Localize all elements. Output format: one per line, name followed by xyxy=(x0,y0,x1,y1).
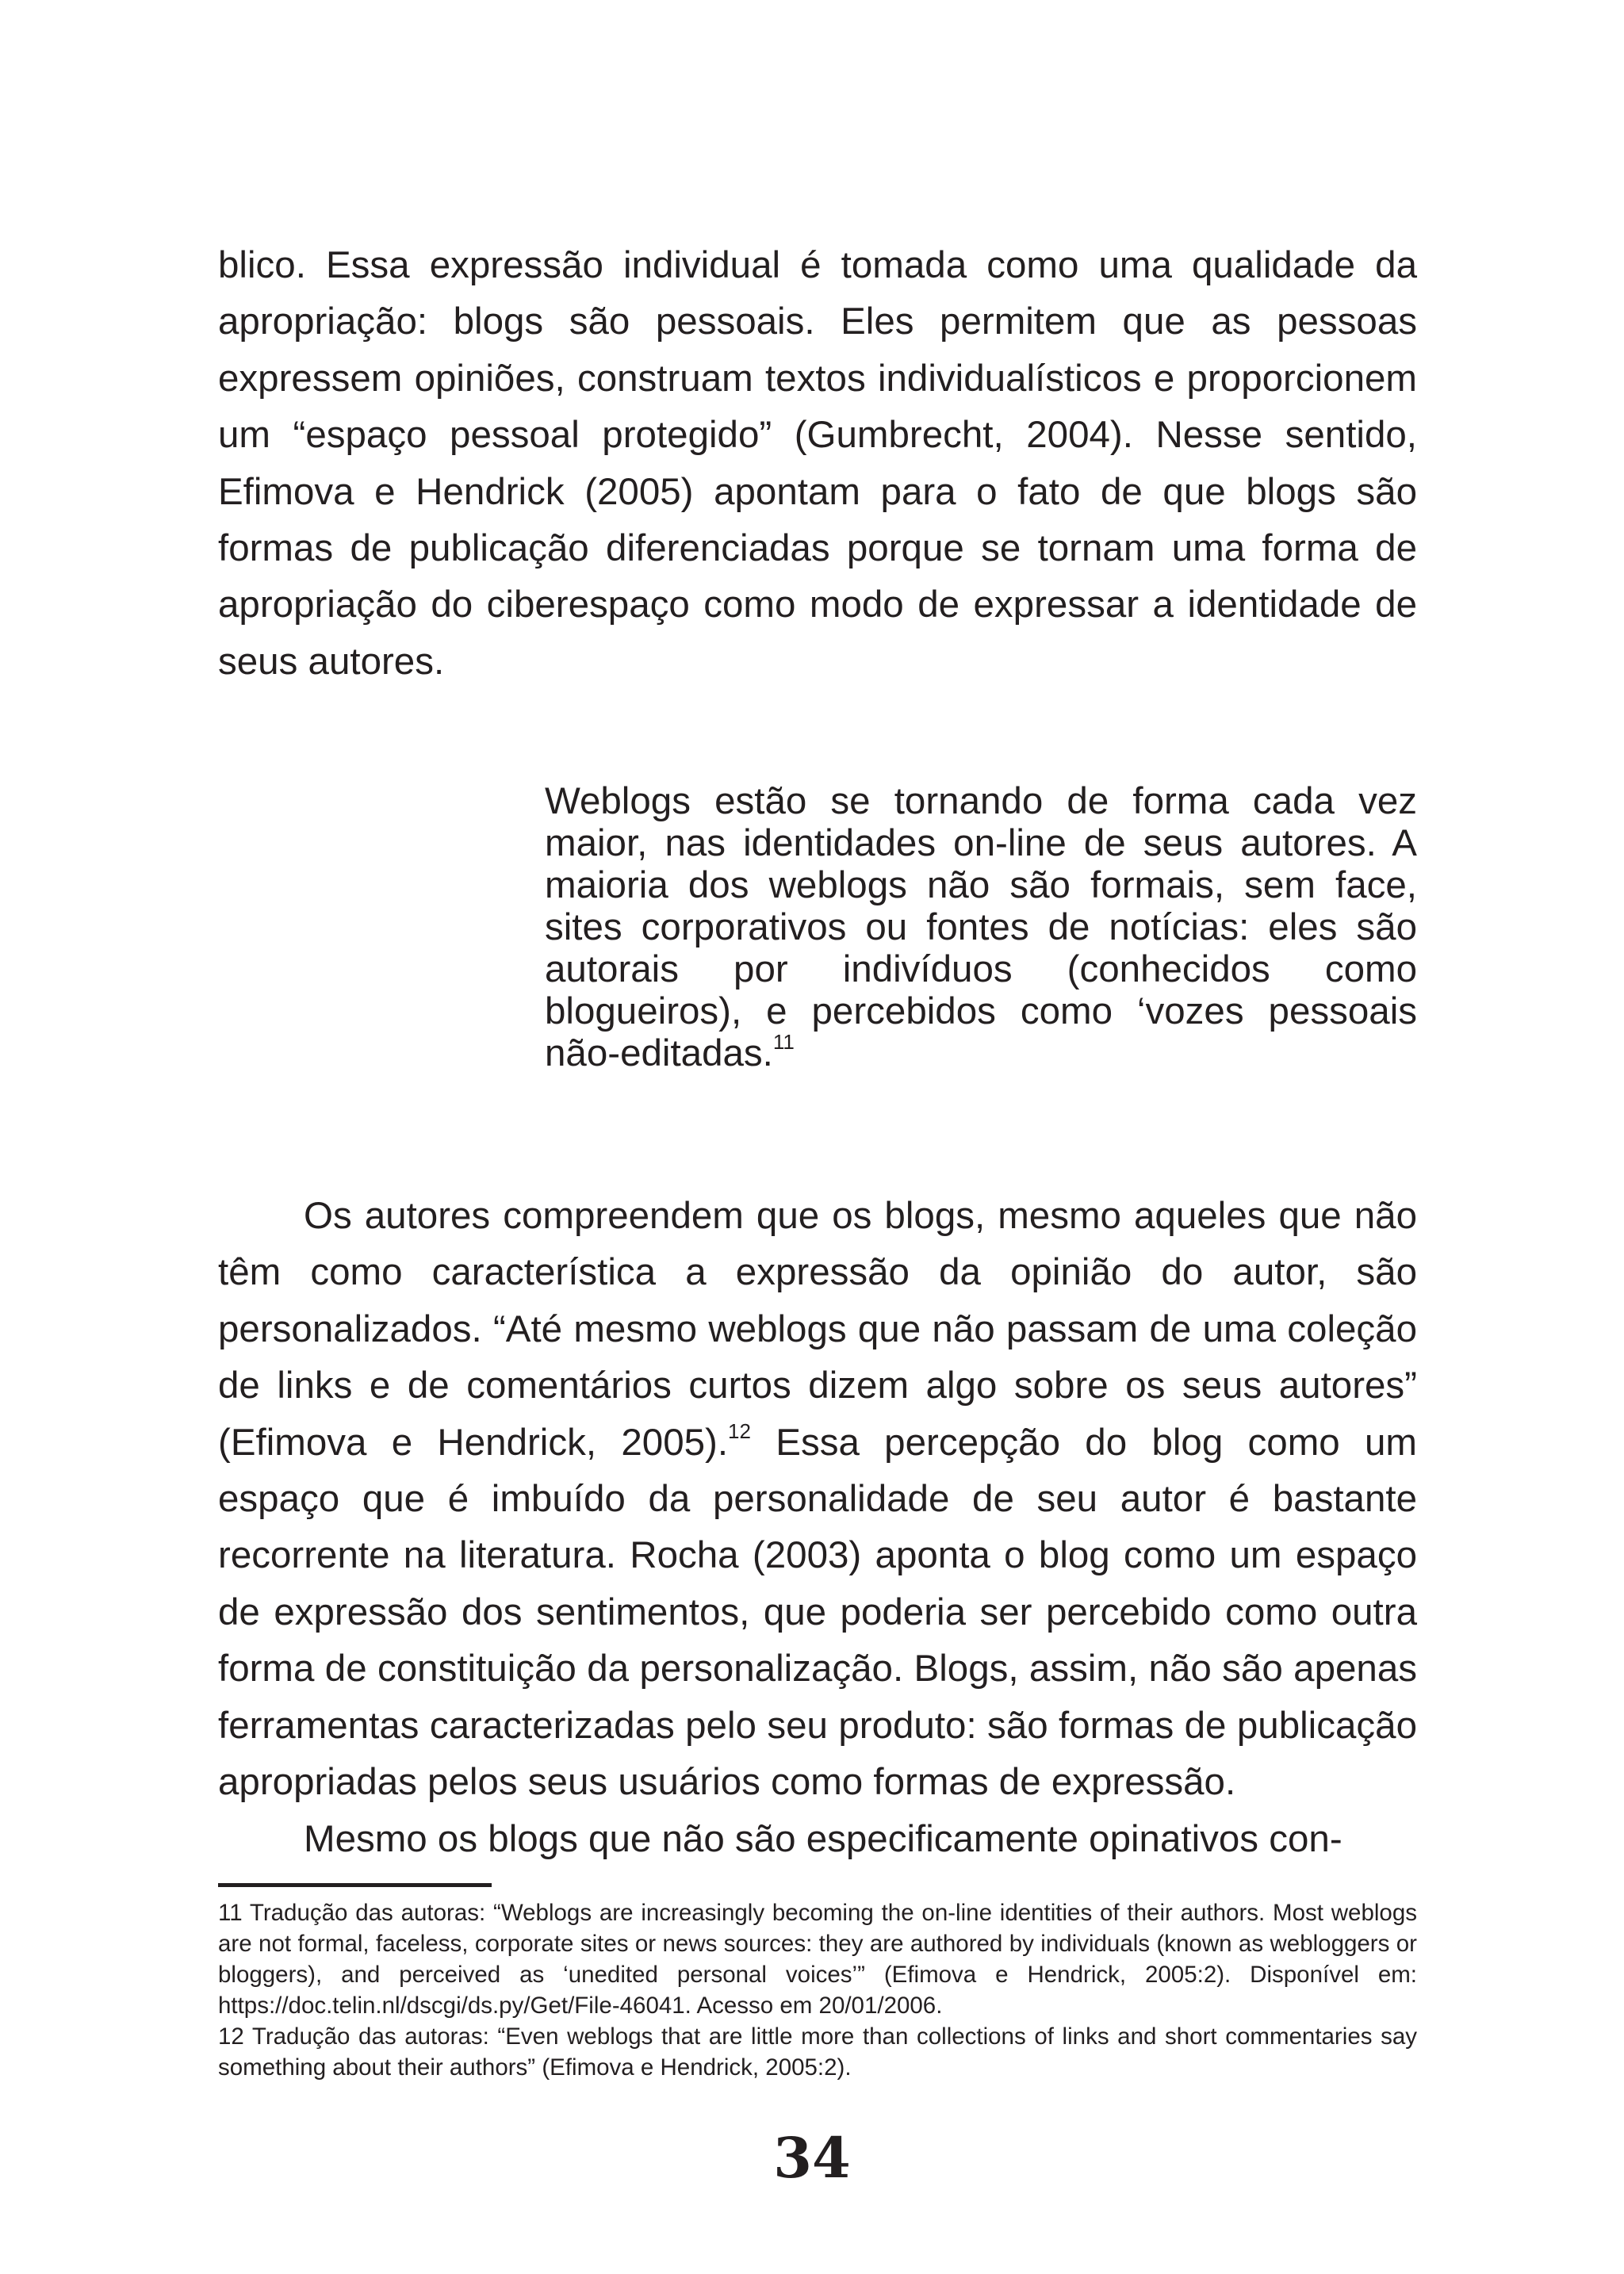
block-quote-text: Weblogs estão se tornando de forma cada vez maior, nas identidades on-line de seus autores. A maioria dos weblogs não são formais, sem face, sites corporativos ou fontes de notícias: eles são autorais por indivíduos (conhecidos como blogueiros), e percebidos como ‘vozes pessoais não-editadas. xyxy=(545,780,1417,1074)
footnote-12: 12 Tradução das autoras: “Even weblogs that are little more than collections of links and short commentaries say something about their authors” (Efimova e Hendrick, 2005:2). xyxy=(218,2023,1417,2081)
footnote-11: 11 Tradução das autoras: “Weblogs are increasingly becoming the on-line identities of their authors. Most weblogs are not formal, faceless, corporate sites or news sources: they are authored by individuals (known as webloggers or bloggers), and perceived as ‘unedited personal voices’” (Efimova e Hendrick, 2005:2). Disponível em: https://doc.telin.nl/dscgi/ds.py/Get/File-46041. Acesso em 20/01/2006. xyxy=(218,1900,1417,2019)
body-paragraph-2-part-a: Os autores compreendem que os blogs, mesmo aqueles que não têm como característica a expressão da opinião do autor, são personalizados. “Até mesmo weblogs que não passam de uma coleção de links e de comentários curtos dizem algo sobre os seus autores” (Efimova e Hendrick, 2005). xyxy=(218,1195,1417,1464)
body-paragraph-2-part-b: Essa percepção do blog como um espaço que é imbuído da personalidade de seu autor é bastante recorrente na literatura. Rocha (2003) aponta o blog como um espaço de expressão dos sentimentos, que poderia ser percebido como outra forma de constituição da personalização. Blogs, assim, não são apenas ferramentas caracterizadas pelo seu produto: são formas de publicação apropriadas pelos seus usuários como formas de expressão. xyxy=(218,1421,1417,1804)
footnotes xyxy=(218,1897,1417,2083)
footnote-ref-12: 12 xyxy=(728,1418,751,1443)
body-paragraph-2 xyxy=(218,1188,1417,1810)
block-quote xyxy=(545,780,1417,1074)
footnote-divider xyxy=(218,1883,492,1887)
footnote-ref-11: 11 xyxy=(772,1030,795,1055)
body-paragraph-3: Mesmo os blogs que não são especificamente opinativos con- xyxy=(304,1818,1342,1860)
page-number: 34 xyxy=(773,2125,851,2191)
body-paragraph-1: blico. Essa expressão individual é tomada como uma qualidade da apropriação: blogs são pessoais. Eles permitem que as pessoas expressem opiniões, construam textos individualísticos e proporcionem um “espaço pessoal protegido” (Gumbrecht, 2004). Nesse sentido, Efimova e Hendrick (2005) apontam para o fato de que blogs são formas de publicação diferenciadas porque se tornam uma forma de apropriação do ciberespaço como modo de expressar a identidade de seus autores. xyxy=(218,244,1417,683)
